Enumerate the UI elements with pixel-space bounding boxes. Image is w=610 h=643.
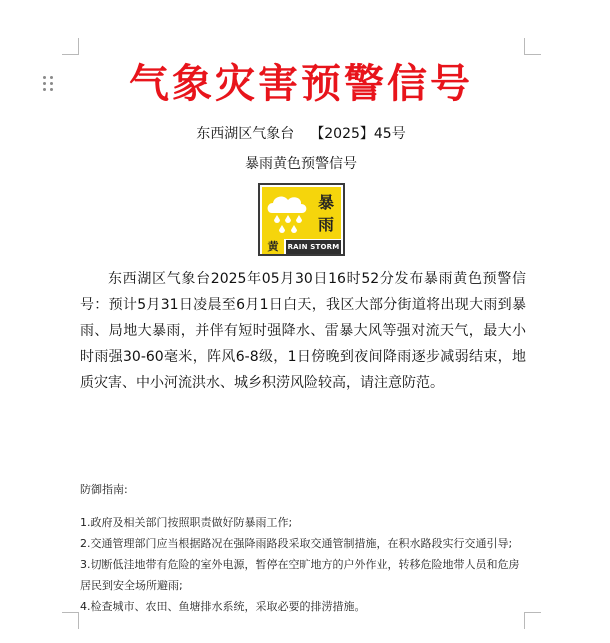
english-hazard-label: RAIN STORM	[286, 240, 341, 254]
list-item: 1.政府及相关部门按照职责做好防暴雨工作;	[80, 516, 293, 529]
warning-body-paragraph: 东西湖区气象台2025年05月30日16时52分发布暴雨黄色预警信号：预计5月31日凌晨至6月1日白天，我区大部分街道将出现大雨到暴雨、局地大暴雨，并伴有短时强降水、雷暴大风等强对流天气，最大小时雨强30-60毫米，阵风6-8级，1日傍晚到夜间降雨逐步减弱结束，地质灾害、中小河流洪水、城乡积涝风险较高，请注意防范。	[80, 271, 526, 391]
list-item: 3.切断低洼地带有危险的室外电源，暂停在空旷地方的户外作业，转移危险地带人员和危房居民到安全场所避雨;	[80, 558, 520, 592]
rain-cloud-icon	[264, 191, 312, 237]
issuer-name: 东西湖区气象台	[196, 126, 295, 142]
document-number: 【2025】45号	[310, 126, 406, 142]
document-title: 气象灾害预警信号	[129, 60, 473, 107]
hazard-label: 暴 雨	[317, 193, 334, 234]
drag-handle-icon[interactable]	[43, 76, 55, 92]
rainstorm-yellow-signal-icon	[258, 183, 345, 256]
defense-guide-heading: 防御指南:	[80, 483, 128, 496]
list-item: 2.交通管理部门应当根据路况在强降雨路段采取交通管制措施，在积水路段实行交通引导;	[80, 537, 513, 550]
warning-subtitle: 暴雨黄色预警信号	[245, 156, 357, 172]
list-item: 4.检查城市、农田、鱼塘排水系统，采取必要的排涝措施。	[80, 600, 366, 613]
page-corner-mark	[62, 38, 79, 55]
defense-guide-list	[80, 512, 526, 617]
page-corner-mark	[62, 612, 79, 629]
issuer-line	[78, 124, 524, 144]
page-corner-mark	[524, 38, 541, 55]
warning-level-label: 黄	[262, 239, 284, 254]
page-corner-mark	[524, 612, 541, 629]
